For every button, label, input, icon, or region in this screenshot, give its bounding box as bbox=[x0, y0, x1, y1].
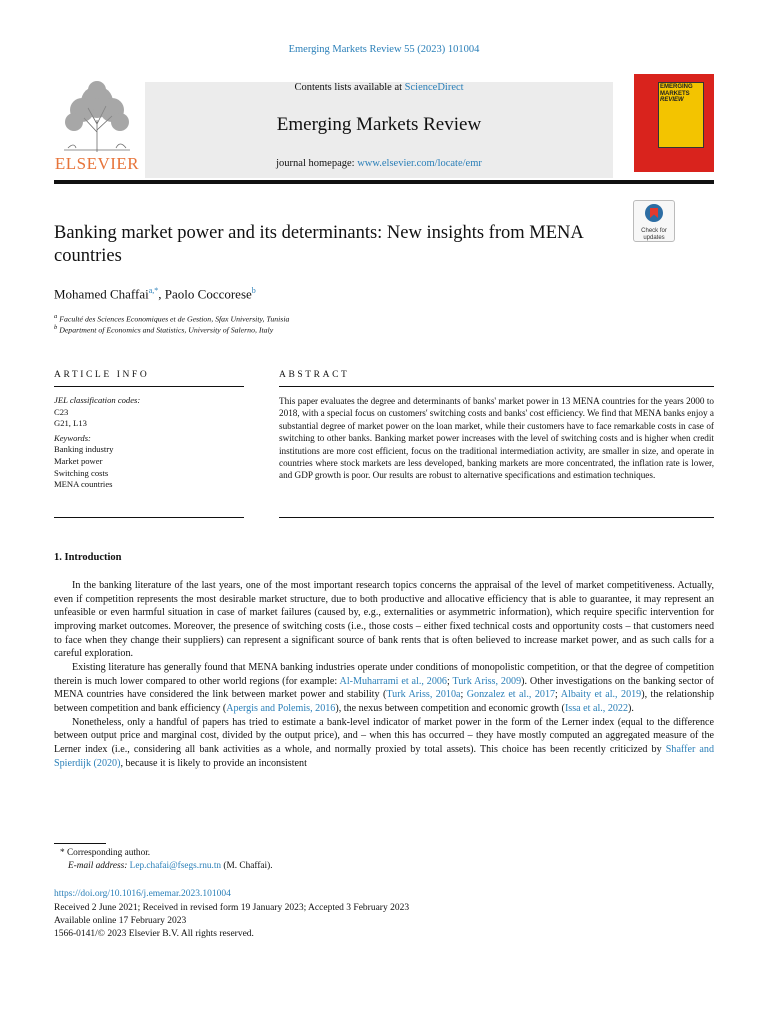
available-online: Available online 17 February 2023 bbox=[54, 916, 187, 926]
check-for-updates-badge[interactable] bbox=[633, 200, 675, 242]
text-run: ; bbox=[446, 675, 453, 687]
paper-title: Banking market power and its determinants: New insights from MENA countries bbox=[54, 223, 583, 266]
affiliation bbox=[54, 313, 289, 324]
keyword: Market power bbox=[54, 455, 103, 466]
footnote-text: Corresponding author. bbox=[66, 848, 151, 858]
badge-line-1: Check for bbox=[641, 228, 667, 234]
sciencedirect-link[interactable]: ScienceDirect bbox=[404, 82, 464, 93]
keywords-label: Keywords: bbox=[54, 432, 91, 443]
article-info-rule bbox=[54, 386, 244, 387]
text-run: , because it is likely to provide an inconsistent bbox=[120, 757, 307, 769]
cover-line-3: REVIEW bbox=[660, 97, 684, 103]
citation-link[interactable]: Apergis and Polemis, 2016 bbox=[226, 702, 336, 714]
author-name[interactable]: Paolo Coccorese bbox=[164, 286, 252, 302]
cover-line-1: EMERGING bbox=[660, 84, 693, 90]
contents-line bbox=[145, 82, 613, 93]
journal-citation[interactable]: Emerging Markets Review 55 (2023) 101004 bbox=[288, 44, 480, 55]
cover-line-2: MARKETS bbox=[660, 90, 690, 97]
cover-title bbox=[660, 84, 700, 104]
author-name[interactable]: Mohamed Chaffai bbox=[54, 286, 149, 302]
jel-label: JEL classification codes: bbox=[54, 395, 141, 405]
paragraph bbox=[54, 716, 714, 771]
footnote-email bbox=[68, 860, 273, 872]
keyword: Banking industry bbox=[54, 444, 114, 455]
abstract-bottom-rule bbox=[279, 517, 714, 518]
publisher-name: ELSEVIER bbox=[54, 154, 140, 173]
article-info bbox=[54, 395, 244, 491]
author-affiliation-mark[interactable]: a,* bbox=[148, 286, 159, 295]
affiliation-text: Faculté des Sciences Economiques et de Gestion, Sfax University, Tunisia bbox=[59, 314, 290, 324]
keyword: Switching costs bbox=[54, 467, 109, 478]
text-run: ). Other investigations on the banking sector of MENA countries have considered the link between market power and stability ( bbox=[54, 675, 714, 701]
email-link[interactable]: Lep.chafai@fsegs.rnu.tn bbox=[129, 861, 222, 871]
contents-prefix: Contents lists available at bbox=[294, 82, 405, 93]
jel-code: G21, L13 bbox=[54, 418, 87, 429]
affiliation bbox=[54, 324, 273, 335]
homepage-prefix: journal homepage: bbox=[276, 158, 358, 169]
text-run: ), the relationship between competition and bank efficiency ( bbox=[54, 689, 715, 714]
text-run: Nonetheless, only a handful of papers has tried to estimate a bank-level indicator of market power in the form of the Lerner index (equal to the difference between output price and marginal cost, divided by the output price), and – when this has occurred – they have mostly computed an aggregated measure of the Lerner index (i.e., considering all bank activities as a whole, and normally proxied by total assets). This choice has been recently criticized by bbox=[54, 716, 714, 755]
journal-homepage bbox=[145, 158, 613, 169]
homepage-link[interactable]: www.elsevier.com/locate/emr bbox=[357, 158, 482, 169]
citation-link[interactable]: Al-Muharrami et al., 2006 bbox=[339, 675, 447, 687]
citation-link[interactable]: Shaffer and Spierdijk (2020) bbox=[54, 743, 715, 769]
affiliation-mark: b bbox=[54, 324, 58, 331]
footnote-mark: * bbox=[60, 848, 65, 858]
badge-line-2: updates bbox=[643, 234, 665, 241]
text-run: ). bbox=[628, 702, 634, 714]
keyword: MENA countries bbox=[54, 479, 113, 490]
abstract-text: This paper evaluates the degree and determinants of banks' market power in 13 MENA countries for the years 2000 to 2018, with a special focus on customers' switching costs and banks' cost efficiency. We find that MENA banks enjoy a substantial degree of market power on the loan market, while their customers have to face remarkable costs in case of switching to other banks. Banking market power increases with the level of switching costs and is higher when credit institutions are more cost efficient, focus on the traditional intermediation activity, are smaller in size, and operate in countries where stock markets are less developed, banking markets are more concentrated, the inflation rate is lower, and GDP growth is poor. Our results are robust to alternative specifications and estimation techniques. bbox=[279, 396, 714, 481]
article-info-bottom-rule bbox=[54, 517, 244, 518]
abstract-rule bbox=[279, 386, 714, 387]
text-run: ; bbox=[460, 689, 467, 701]
text-run: ; bbox=[555, 689, 561, 701]
article-info-heading: ARTICLE INFO bbox=[54, 370, 150, 380]
affiliation-text: Department of Economics and Statistics, University of Salerno, Italy bbox=[59, 325, 274, 335]
footnote-corresponding bbox=[60, 847, 150, 859]
email-suffix: (M. Chaffai). bbox=[221, 861, 273, 871]
paragraph: In the banking literature of the last years, one of the most important research topics concerns the appraisal of the level of market competitiveness. Actually, even if competition represents the most desirable market structure, due to both productive and allocative efficiency that is able to guarantee, it may represent an unfeasible or even harmful situation in case of market failures (caused by, e.g., externalities or asymmetric information), which require specific intervention for improving market outcomes. Moreover, the presence of switching costs (i.e., those costs – either fixed technical costs and opportunity costs – that customers need to face when they change their suppliers) can represent a significant source of bank rents that is often believed to increase market power, and as such calls for a careful exploration. bbox=[54, 580, 714, 660]
affiliation-mark: a bbox=[54, 313, 58, 320]
citation-link[interactable]: Albaity et al., 2019 bbox=[560, 689, 642, 701]
author-list bbox=[54, 286, 256, 302]
section-heading-introduction: 1. Introduction bbox=[54, 552, 122, 563]
author-separator: , bbox=[158, 286, 165, 302]
abstract-heading: ABSTRACT bbox=[279, 370, 350, 380]
citation-link[interactable]: Issa et al., 2022 bbox=[564, 702, 629, 714]
header-rule bbox=[54, 180, 714, 184]
received-dates: Received 2 June 2021; Received in revised form 19 January 2023; Accepted 3 February 2023 bbox=[54, 903, 410, 913]
bookmark-icon bbox=[644, 203, 664, 223]
paragraph bbox=[54, 661, 714, 716]
citation-link[interactable]: Gonzalez et al., 2017 bbox=[466, 689, 556, 701]
citation-link[interactable]: Turk Ariss, 2010a bbox=[386, 689, 461, 701]
text-run: Existing literature has generally found that MENA banking industries operate under conditions of monopolistic competition, or that the degree of competition therein is much lower compared to other world regions (for example: bbox=[54, 661, 714, 687]
journal-title: Emerging Markets Review bbox=[276, 114, 482, 135]
email-label: E-mail address: bbox=[68, 861, 130, 871]
author-affiliation-mark[interactable]: b bbox=[251, 286, 256, 295]
footnote-rule bbox=[54, 843, 106, 844]
journal-cover bbox=[634, 74, 714, 172]
text-run: ), the nexus between competition and economic growth ( bbox=[335, 702, 565, 714]
copyright: 1566-0141/© 2023 Elsevier B.V. All rights reserved. bbox=[54, 929, 254, 939]
citation-link[interactable]: Turk Ariss, 2009 bbox=[452, 675, 522, 687]
doi-link[interactable]: https://doi.org/10.1016/j.ememar.2023.101004 bbox=[54, 889, 231, 899]
jel-code: C23 bbox=[54, 406, 69, 417]
introduction-body bbox=[54, 579, 714, 770]
